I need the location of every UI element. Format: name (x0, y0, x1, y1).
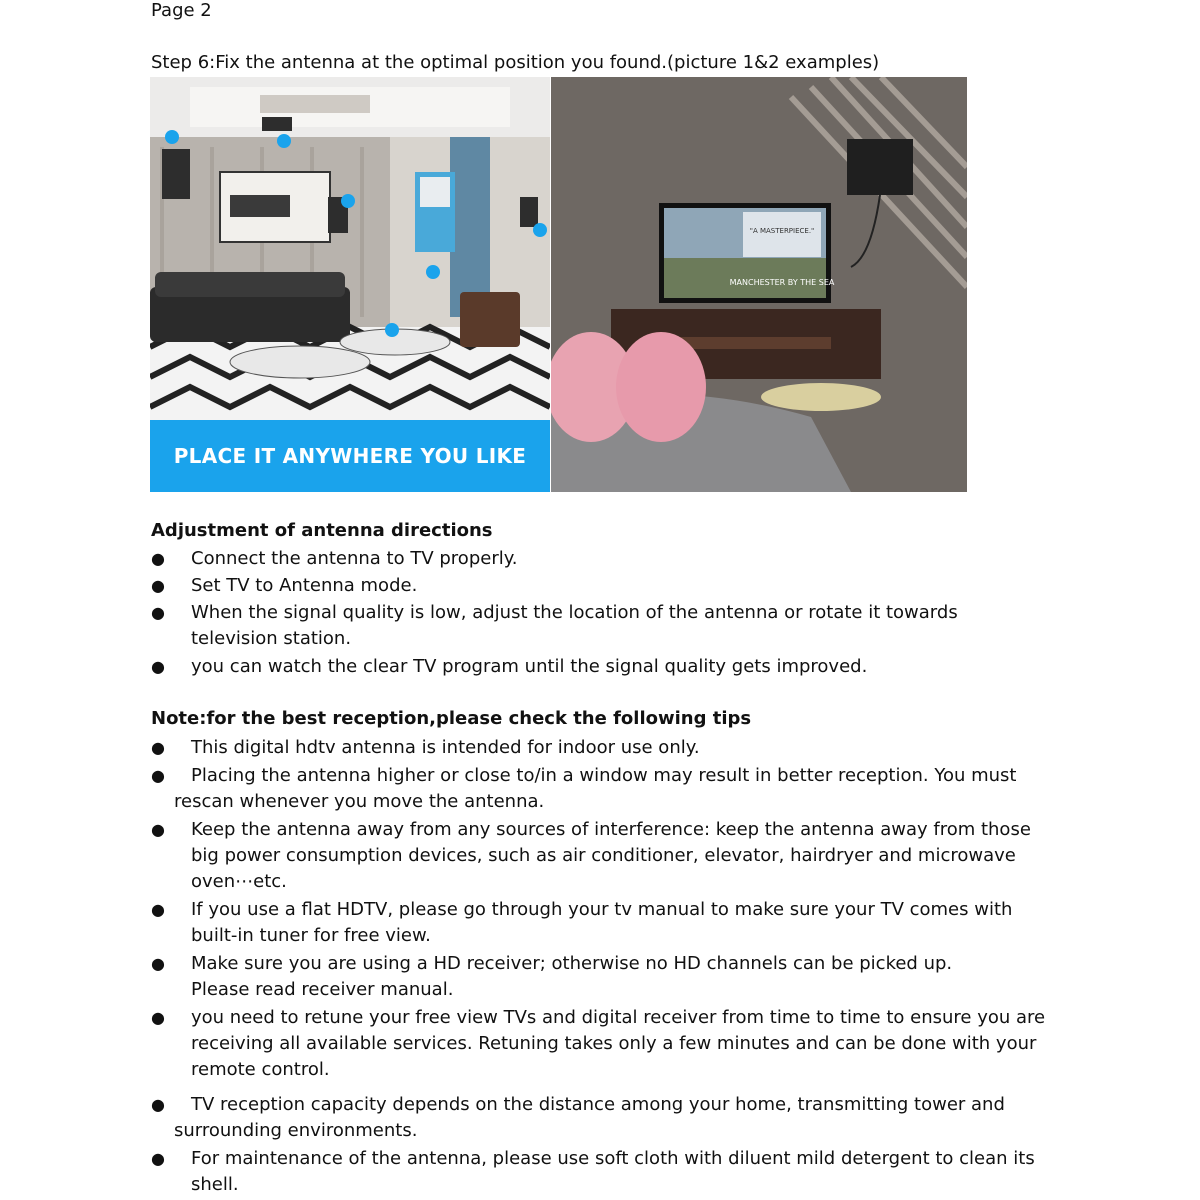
adjustment-list (151, 546, 1051, 680)
list-item: ● This digital hdtv antenna is intended for indoor use only. (151, 735, 1051, 761)
bullet: ● (151, 820, 165, 839)
list-item: ● Make sure you are using a HD receiver; otherwise no HD channels can be picked up. Please read receiver manual. (151, 953, 953, 1000)
list-item: ● TV reception capacity depends on the distance among your home, transmitting tower and surrounding environments. (151, 1094, 1005, 1141)
bullet: ● (151, 603, 165, 622)
list-item: ● When the signal quality is low, adjust the location of the antenna or rotate it towards television station. (151, 602, 958, 649)
step-6-instruction: Step 6:Fix the antenna at the optimal position you found.(picture 1&2 examples) (151, 52, 880, 73)
tv-screen-title: MANCHESTER BY THE SEA (729, 278, 835, 287)
list-item: ● Set TV to Antenna mode. (151, 573, 1051, 599)
bullet: ● (151, 766, 165, 785)
list-item: ● you can watch the clear TV program until the signal quality gets improved. (151, 654, 1051, 680)
bullet: ● (151, 900, 165, 919)
bullet: ● (151, 1095, 165, 1114)
reception-tips-list (151, 735, 1051, 1198)
bullet: ● (151, 738, 165, 757)
bullet: ● (151, 1008, 165, 1027)
list-item: ● you need to retune your free view TVs and digital receiver from time to time to ensure you are receiving all available services. Retuning takes only a few minutes and can be done with your remote control. (151, 1007, 1046, 1080)
bullet: ● (151, 657, 165, 676)
list-item: ● Connect the antenna to TV properly. (151, 546, 1051, 572)
bullet: ● (151, 549, 165, 568)
reception-tips-heading: Note:for the best reception,please check the following tips (151, 708, 752, 729)
tv-scene-illustration (551, 77, 967, 492)
living-room-illustration (150, 77, 550, 420)
tv-scene-photo (551, 77, 967, 492)
bullet: ● (151, 954, 165, 973)
page-number: Page 2 (151, 0, 212, 21)
bullet: ● (151, 576, 165, 595)
list-item: ● For maintenance of the antenna, please use soft cloth with diluent mild detergent to clean its shell. (151, 1148, 1035, 1195)
tv-screen-quote: "A MASTERPIECE." (749, 227, 815, 235)
living-room-photo (150, 77, 550, 492)
list-item: ● Placing the antenna higher or close to/in a window may result in better reception. You must rescan whenever you move the antenna. (151, 765, 1017, 812)
bullet: ● (151, 1149, 165, 1168)
adjustment-heading: Adjustment of antenna directions (151, 520, 493, 541)
list-item: ● If you use a flat HDTV, please go through your tv manual to make sure your TV comes with built-in tuner for free view. (151, 899, 1013, 946)
list-item: ● Keep the antenna away from any sources of interference: keep the antenna away from those big power consumption devices, such as air conditioner, elevator, hairdryer and microwave oven⋯etc. (151, 819, 1031, 892)
placement-banner: PLACE IT ANYWHERE YOU LIKE (150, 420, 550, 492)
